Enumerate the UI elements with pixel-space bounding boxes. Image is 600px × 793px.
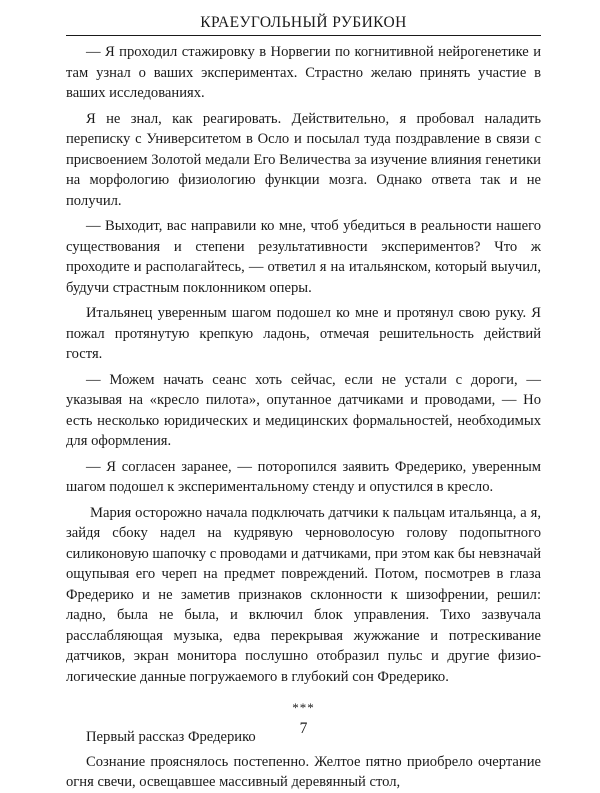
closing-paragraph: Сознание прояснялось постепенно. Желтое пятно приобрело очертание огня свечи, освещавшее массивный деревянный стол, bbox=[66, 753, 541, 790]
paragraph-6: — Я согласен заранее, — поторопился заявить Фредерико, уверенным шагом подошел к экспериментальному стенду и опустился в кресло. bbox=[66, 458, 541, 495]
book-page bbox=[66, 10, 541, 790]
paragraph-3: — Выходит, вас направили ко мне, чтоб убедиться в реальности нашего существования и степени результативности экспериментов? Что ж проходите и располагайтесь, — ответил я на итальянском, который выучил, будучи страстным поклонником оперы. bbox=[66, 218, 541, 296]
header-rule bbox=[66, 35, 541, 36]
page-number: 7 bbox=[299, 720, 308, 737]
paragraph-5: — Можем начать сеанс хоть сейчас, если не устали с дороги, — указывая на «кресло пилота», опутанное датчиками и проводами, — Но есть несколько юридических и медицинских формальностей, необходимых для оформления. bbox=[66, 371, 541, 449]
paragraph-4: Итальянец уверенным шагом подошел ко мне и протянул свою руку. Я пожал протянутую крепкую ладонь, отмечая решительность действий гостя. bbox=[66, 305, 541, 362]
section-break: *** bbox=[292, 700, 315, 715]
paragraph-2: Я не знал, как реагировать. Действительно, я пробовал наладить переписку с Университетом в Осло и посылал туда поздравление в связи с присвоением Золотой медали Его Величества за изучение влияния генетики на морфологию физиологию функции мозга. Однако ответа так и не получил. bbox=[66, 110, 541, 209]
section-title: Первый рассказ Фредерико bbox=[86, 729, 256, 745]
running-title: КРАЕУГОЛЬНЫЙ РУБИКОН bbox=[200, 14, 407, 31]
paragraph-7: Мария осторожно начала подключать датчики к пальцам итальянца, а я, зайдя сбоку надел на кудрявую черноволосую голову подопытного силиконовую шапочку с проводами и датчиками, при этом как бы невзначай ощупывая его череп на предмет повреждений. Потом, посмотрев в глаза Фредерико и не заметив признаков склонности к шизофрении, решил: ладно, была не была, и включил блок управления. Тихо зазвучала расслабляющая музыка, едва перекрывая жужжание и потрескивание датчиков, экран монитора послушно отобразил пульс и другие физиологические данные погружаемого в глубокий сон Фредерико. bbox=[66, 504, 541, 685]
paragraph-1: — Я проходил стажировку в Норвегии по когнитивной нейрогенетике и там узнал о ваших экспериментах. Страстно желаю принять участие в ваших исследованиях. bbox=[66, 44, 541, 101]
